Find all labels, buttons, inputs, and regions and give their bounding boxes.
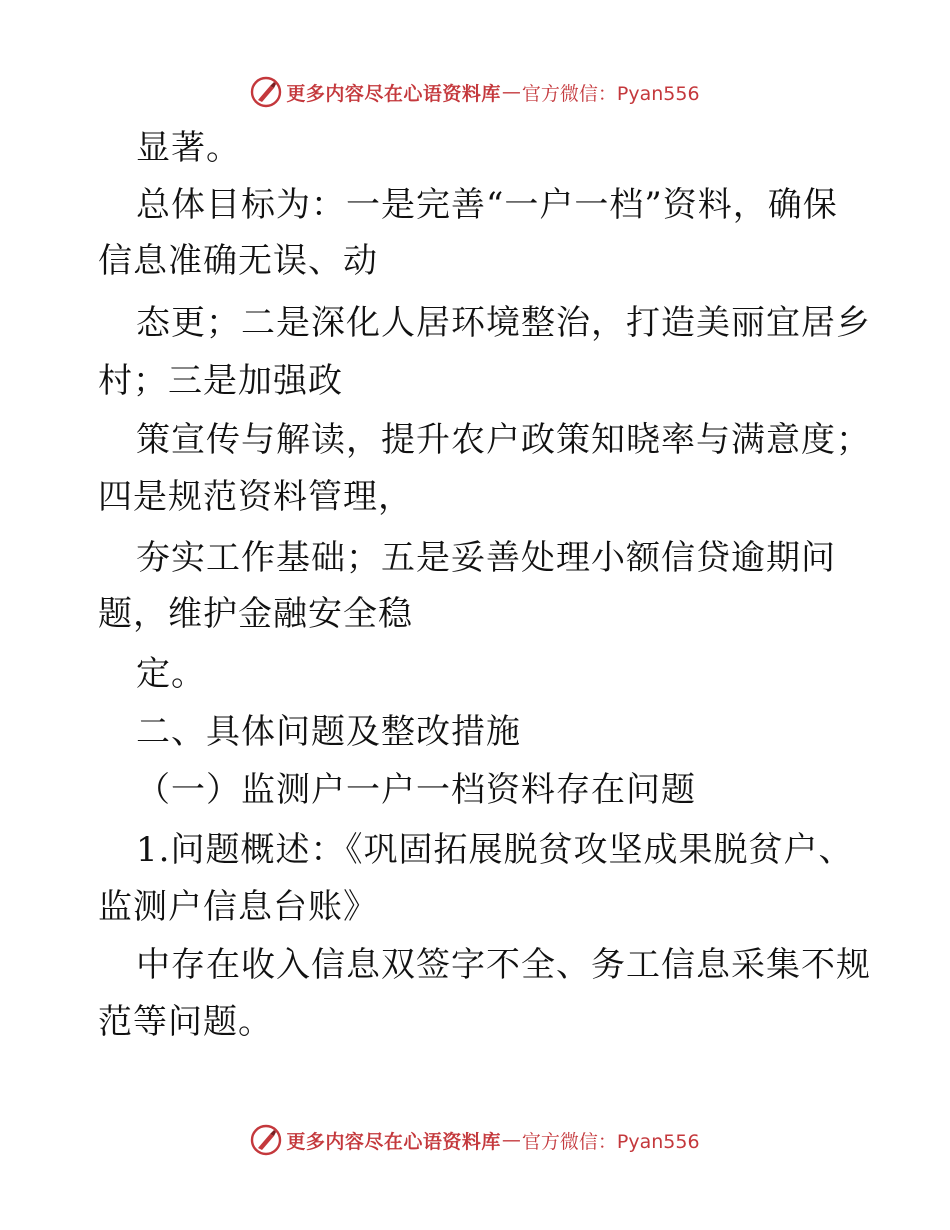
watermark-suffix: 官方微信：Pyan556 — [521, 1130, 700, 1153]
body-line: 夯实工作基础；五是妥善处理小额信贷逾期问 — [136, 538, 836, 578]
watermark-separator: — — [501, 1129, 521, 1151]
body-line: 村；三是加强政 — [98, 361, 343, 401]
body-line: 显著。 — [136, 128, 241, 168]
footer-watermark — [0, 1120, 950, 1160]
watermark-text: 更多内容尽在心语资料库 — [286, 1130, 501, 1153]
body-line: 定。 — [136, 654, 206, 694]
section-heading: 二、具体问题及整改措施 — [136, 712, 521, 752]
body-line: 信息准确无误、动 — [98, 241, 378, 281]
watermark-suffix: 官方微信：Pyan556 — [521, 82, 700, 105]
subsection-heading: （一）监测户一户一档资料存在问题 — [136, 770, 696, 810]
body-line: 态更；二是深化人居环境整治，打造美丽宜居乡 — [136, 303, 871, 343]
body-line: 1.问题概述：《巩固拓展脱贫攻坚成果脱贫户、 — [136, 830, 854, 870]
pen-logo-icon — [250, 76, 282, 108]
body-line: 中存在收入信息双签字不全、务工信息采集不规 — [136, 945, 871, 985]
body-line: 范等问题。 — [98, 1002, 273, 1042]
body-line: 总体目标为：一是完善“一户一档”资料，确保 — [136, 185, 838, 225]
body-line: 四是规范资料管理， — [98, 477, 413, 517]
watermark-separator: — — [501, 81, 521, 103]
body-line: 策宣传与解读，提升农户政策知晓率与满意度； — [136, 420, 871, 460]
body-line: 题，维护金融安全稳 — [98, 594, 413, 634]
body-line: 监测户信息台账》 — [98, 887, 378, 927]
header-watermark — [0, 72, 950, 112]
watermark-text: 更多内容尽在心语资料库 — [286, 82, 501, 105]
pen-logo-icon — [250, 1124, 282, 1156]
